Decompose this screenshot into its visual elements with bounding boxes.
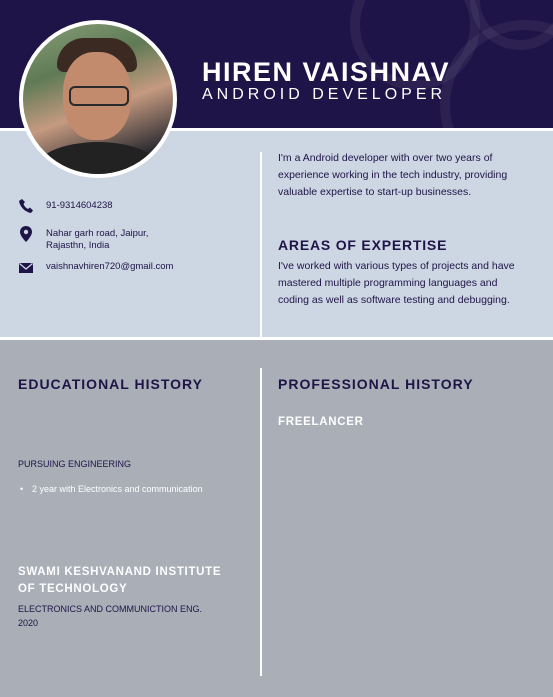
profile-name: HIREN VAISHNAV (202, 57, 451, 87)
institute-name: SWAMI KESHVANAND INSTITUTE OF TECHNOLOGY (18, 566, 222, 595)
education-bullet: • 2 year with Electronics and communication (22, 484, 252, 494)
address-text: Nahar garh road, Jaipur, Rajasthn, India (46, 228, 149, 251)
profile-role: ANDROID DEVELOPER (202, 86, 447, 103)
education-status: PURSUING ENGINEERING (18, 459, 132, 469)
profile-photo (19, 20, 177, 178)
year-text: 2020 (18, 618, 39, 628)
email-icon (18, 260, 34, 276)
email-text: vaishnavhiren720@gmail.com (46, 261, 174, 272)
expertise-title: AREAS OF EXPERTISE (278, 237, 448, 253)
branch-text: ELECTRONICS AND COMMUNICTION ENG. (18, 604, 203, 614)
about-text: I'm a Android developer with over two years of experience working in the tech industry, providing valuable expertise to start-up businesses. (278, 152, 508, 198)
expertise-text: I've worked with various types of projects and have mastered multiple programming languages and coding as well as software testing and debugging. (278, 260, 515, 306)
phone-icon (18, 198, 34, 214)
intro-divider (260, 152, 262, 338)
job-title: FREELANCER (278, 416, 364, 428)
location-pin-icon (18, 226, 34, 242)
education-title: EDUCATIONAL HISTORY (18, 376, 203, 392)
phone-text: 91-9314604238 (46, 200, 113, 211)
professional-title: PROFESSIONAL HISTORY (278, 376, 474, 392)
body-divider (260, 368, 262, 676)
